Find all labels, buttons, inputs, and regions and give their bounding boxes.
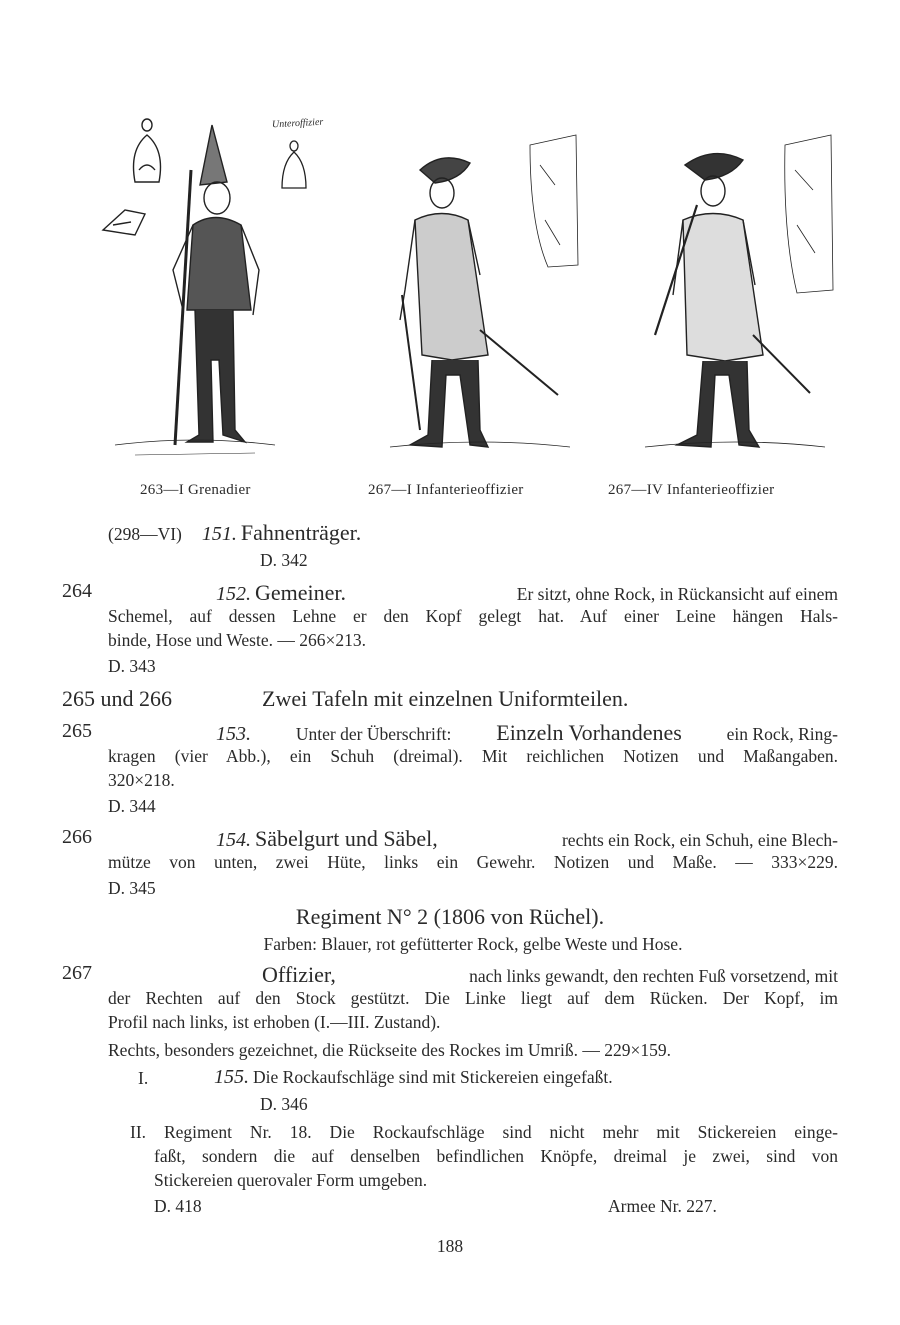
sketch-note: Unteroffizier [271,116,324,131]
caption-infanterieoffizier-4: 267—IV Infanterieoffizier [608,482,775,498]
caption-infanterieoffizier-1: 267—I Infanterieoffizier [368,482,524,498]
entry-152-line2: Schemel, auf dessen Lehne er den Kopf gelegt hat. Auf einer Leine hängen Hals- [108,606,838,626]
entry-267-line3: Profil nach links, ist erhoben (I.—III. Zustand). [108,1012,441,1032]
entry-151 [108,520,361,546]
entry-153-line1 [216,720,838,746]
page-number: 188 [436,1236,464,1256]
entry-152-number: 152. [216,583,251,605]
state-1-text: Die Rockaufschläge sind mit Stickereien eingefaßt. [253,1067,613,1087]
entry-151-title: Fahnenträger. [240,520,362,545]
entry-154-d-ref: D. 345 [108,878,156,898]
state-2-d-ref: D. 418 [154,1196,202,1216]
regiment-title: Regiment N° 2 (1806 von Rüchel). [295,904,605,929]
heading-side-number: 265 und 266 [62,686,172,711]
entry-152-side-number: 264 [62,580,92,602]
entry-151-d-ref: D. 342 [260,550,308,570]
state-2-line1: II. Regiment Nr. 18. Die Rockaufschläge sind nicht mehr mit Stickereien einge- [130,1122,838,1142]
entry-153-line2: kragen (vier Abb.), ein Schuh (dreimal). Mit reichlichen Notizen und Maßangaben. [108,746,838,766]
entry-152-line3: binde, Hose und Weste. — 266×213. [108,630,366,650]
regiment-colors: Farben: Blauer, rot gefütterter Rock, gelbe Weste und Hose. [263,934,683,954]
entry-267-line1 [262,962,838,988]
entry-267-line2: der Rechten auf den Stock gestützt. Die Linke liegt auf dem Rücken. Der Kopf, im [108,988,838,1008]
state-1-number: 155. [214,1066,249,1088]
entry-153-line3: 320×218. [108,770,175,790]
entry-154-number: 154. [216,829,251,851]
entry-154-side-number: 266 [62,826,92,848]
entry-153-emph: Einzeln Vorhandenes [496,720,682,745]
state-1-label: I. [138,1068,149,1088]
state-2-line2: faßt, sondern die auf denselben befindlichen Knöpfe, dreimal je zwei, sind von [154,1146,838,1166]
entry-154-text1: rechts ein Rock, ein Schuh, eine Blech- [561,830,838,850]
entry-151-number: 151. [201,523,237,545]
entry-154-line1 [216,826,838,852]
entry-153-side-number: 265 [62,720,92,742]
entry-152-text1: Er sitzt, ohne Rock, in Rückansicht auf einem [516,584,838,604]
entry-153-lead: Unter der Überschrift: [295,724,452,744]
state-2-armee-ref: Armee Nr. 227. [608,1196,717,1216]
entry-267-title: Offizier, [262,962,336,987]
entry-267-line4: Rechts, besonders gezeichnet, die Rückseite des Rockes im Umriß. — 229×159. [108,1040,671,1060]
entry-152-d-ref: D. 343 [108,656,156,676]
caption-grenadier: 263—I Grenadier [140,482,251,498]
state-2-line3: Stickereien querovaler Form umgeben. [154,1170,428,1190]
grenadier-illustration [95,110,295,480]
noncom-cap-sketch [278,138,318,193]
heading-title: Zwei Tafeln mit einzelnen Uniformteilen. [262,686,629,711]
entry-153-d-ref: D. 344 [108,796,156,816]
state-1-line [214,1066,613,1089]
entry-153-text1: ein Rock, Ring- [726,724,838,744]
entry-154-title: Säbelgurt und Säbel, [255,826,438,851]
entry-267-text1: nach links gewandt, den rechten Fuß vorsetzend, mit [469,966,838,986]
entry-152-line1 [216,580,838,606]
infantry-officer-1-illustration [380,125,580,475]
entry-154-line2: mütze von unten, zwei Hüte, links ein Gewehr. Notizen und Maße. — 333×229. [108,852,838,872]
entry-152-title: Gemeiner. [255,580,347,605]
infantry-officer-4-illustration [625,125,840,475]
state-1-d-ref: D. 346 [260,1094,308,1114]
entry-151-ref: (298—VI) [108,524,182,544]
entry-153-number: 153. [216,723,251,745]
entry-267-side-number: 267 [62,962,92,984]
